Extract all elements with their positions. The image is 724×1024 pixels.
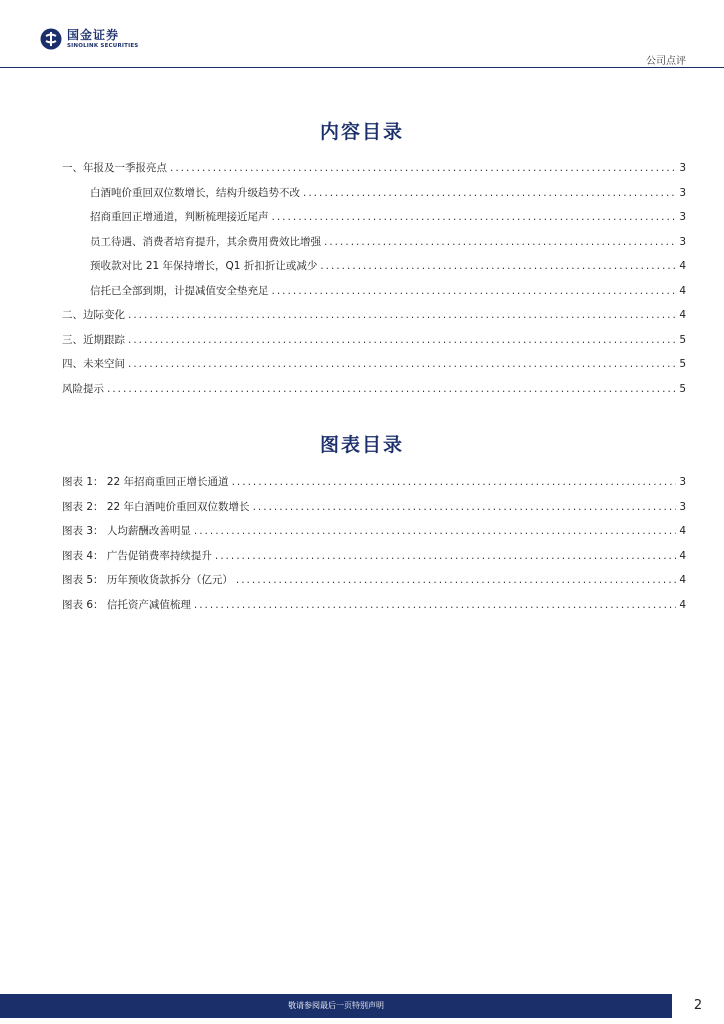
toc-entry[interactable] — [62, 209, 686, 234]
toc-entry[interactable] — [62, 332, 686, 357]
figure-entry-label: 图表 4： 广告促销费率持续提升 — [62, 549, 212, 562]
leader-dots — [324, 236, 676, 248]
figure-entry-page: 3 — [679, 500, 686, 513]
document-type: 公司点评 — [646, 56, 686, 67]
toc-entry-page: 4 — [679, 260, 686, 272]
leader-dots — [320, 260, 676, 272]
toc-entry[interactable] — [62, 258, 686, 283]
leader-dots — [128, 358, 676, 370]
figure-entry[interactable] — [62, 474, 686, 499]
leader-dots — [215, 550, 676, 562]
sinolink-logo-icon — [40, 28, 62, 50]
toc-entry-label: 三、近期跟踪 — [62, 333, 125, 346]
figure-entry-label: 图表 6： 信托资产减值梳理 — [62, 598, 191, 611]
figure-entry[interactable] — [62, 597, 686, 622]
header-divider — [0, 67, 724, 68]
toc-entry-label: 招商重回正增通道，判断梳理接近尾声 — [90, 211, 269, 223]
page-footer — [0, 994, 724, 1024]
leader-dots — [253, 501, 677, 513]
leader-dots — [236, 574, 676, 586]
leader-dots — [128, 309, 676, 321]
contents-title: 内容目录 — [319, 121, 404, 143]
leader-dots — [194, 599, 676, 611]
toc-entry-page: 4 — [679, 284, 686, 297]
leader-dots — [128, 334, 676, 346]
leader-dots — [272, 211, 677, 223]
figure-entry-label: 图表 5： 历年预收货款拆分（亿元） — [62, 574, 233, 586]
footer-disclaimer: 敬请参阅最后一页特别声明 — [0, 994, 672, 1018]
toc-entry[interactable] — [62, 356, 686, 381]
figure-entry-page: 3 — [679, 476, 686, 488]
figure-entry-label: 图表 3： 人均薪酬改善明显 — [62, 525, 191, 537]
toc-entry-label: 信托已全部到期，计提减值安全垫充足 — [90, 284, 269, 297]
toc-entry[interactable] — [62, 307, 686, 332]
figure-entry-page: 4 — [679, 549, 686, 562]
figure-entry-label: 图表 1： 22 年招商重回正增长通道 — [62, 476, 229, 488]
toc-entry-label: 白酒吨价重回双位数增长，结构升级趋势不改 — [90, 186, 300, 199]
toc-entry[interactable] — [62, 185, 686, 210]
toc-entry-page: 5 — [679, 358, 686, 370]
toc-entry[interactable] — [62, 160, 686, 185]
figure-entry-page: 4 — [679, 598, 686, 611]
toc-entry-label: 风险提示 — [62, 382, 104, 395]
toc-entry-label: 二、边际变化 — [62, 309, 125, 321]
figure-entry-label: 图表 2： 22 年白酒吨价重回双位数增长 — [62, 500, 250, 513]
toc-entry[interactable] — [62, 381, 686, 406]
logo — [40, 28, 138, 50]
toc-entry-label: 一、年报及一季报亮点 — [62, 162, 167, 174]
leader-dots — [232, 476, 677, 488]
toc-entry-label: 员工待遇、消费者培育提升，其余费用费效比增强 — [90, 235, 321, 248]
figure-entry[interactable] — [62, 499, 686, 524]
toc-entry[interactable] — [62, 234, 686, 259]
toc-entry-label: 四、未来空间 — [62, 358, 125, 370]
toc-entry-page: 5 — [679, 382, 686, 395]
figure-entry-page: 4 — [679, 574, 686, 586]
logo-name-cn: 国金证券 — [67, 27, 120, 42]
figure-entry-page: 4 — [679, 525, 686, 537]
logo-name-en: SINOLINK SECURITIES — [67, 42, 139, 49]
contents-list — [62, 160, 686, 405]
page-header — [0, 0, 724, 68]
figures-title: 图表目录 — [319, 434, 404, 456]
page-number: 2 — [693, 998, 703, 1013]
figure-entry[interactable] — [62, 548, 686, 573]
toc-entry-label: 预收款对比 21 年保持增长，Q1 折扣折让或减少 — [90, 260, 318, 272]
figures-list — [62, 474, 686, 621]
toc-entry-page: 3 — [679, 211, 686, 223]
figure-entry[interactable] — [62, 572, 686, 597]
toc-entry[interactable] — [62, 283, 686, 308]
leader-dots — [303, 187, 676, 199]
leader-dots — [194, 525, 676, 537]
figure-entry[interactable] — [62, 523, 686, 548]
toc-entry-page: 3 — [679, 235, 686, 248]
toc-entry-page: 4 — [679, 309, 686, 321]
toc-entry-page: 5 — [679, 333, 686, 346]
toc-entry-page: 3 — [679, 186, 686, 199]
toc-entry-page: 3 — [679, 162, 686, 174]
leader-dots — [107, 383, 676, 395]
leader-dots — [170, 162, 676, 174]
leader-dots — [272, 285, 677, 297]
